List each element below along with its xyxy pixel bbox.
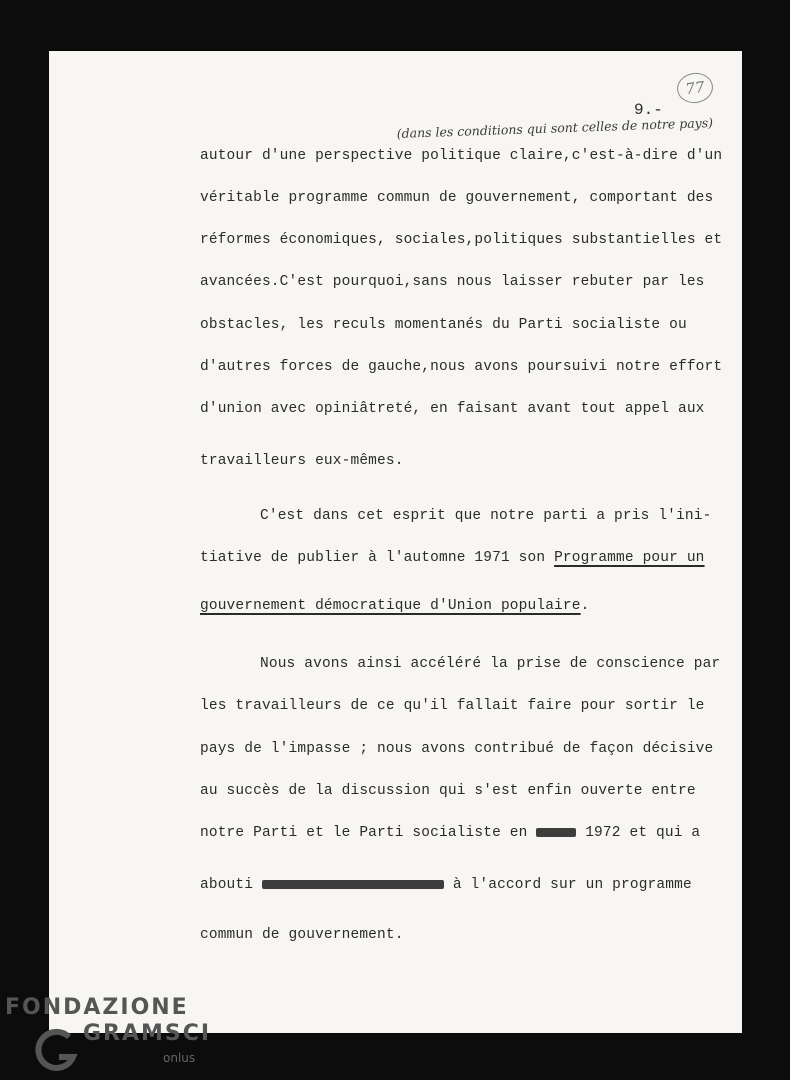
text-line [200,877,692,893]
page-number: 9.- [634,101,663,119]
text-line: d'autres forces de gauche,nous avons poursuivi notre effort [200,359,723,375]
text-line: commun de gouvernement. [200,927,404,943]
logo-g-icon [33,1025,81,1073]
foundation-logo [5,995,212,1075]
text-line [200,598,589,614]
text-line: au succès de la discussion qui s'est enfin ouverte entre [200,783,696,799]
text-line: autour d'une perspective politique claire,c'est-à-dire d'un [200,148,723,164]
text-line: véritable programme commun de gouvernement, comportant des [200,190,714,206]
logo-line2: GRAMSCI [83,1021,212,1046]
text-line: avancées.C'est pourquoi,sans nous laisser rebuter par les [200,274,705,290]
text-line: les travailleurs de ce qu'il fallait faire pour sortir le [200,698,705,714]
text-fragment: notre Parti et le Parti socialiste en [200,825,537,841]
text-fragment: abouti [200,877,262,893]
underlined-title: Programme pour un [554,550,705,566]
text-fragment: . [580,598,590,614]
redaction-mark [262,880,444,889]
redaction-mark [536,828,576,837]
text-line [200,550,705,566]
document-page [49,51,742,1033]
text-fragment: tiative de publier à l'automne 1971 son [200,550,555,566]
underlined-title: gouvernement démocratique d'Union populaire [200,598,581,614]
logo-line1: FONDAZIONE [5,995,189,1020]
text-line: d'union avec opiniâtreté, en faisant avant tout appel aux [200,401,705,417]
text-line: Nous avons ainsi accéléré la prise de conscience par [260,656,721,672]
text-line: travailleurs eux-mêmes. [200,453,404,469]
text-fragment: 1972 et qui a [576,825,701,841]
text-fragment: à l'accord sur un programme [443,877,692,893]
text-line: obstacles, les reculs momentanés du Parti socialiste ou [200,317,687,333]
archive-stamp: 77 [675,71,715,106]
logo-subtitle: onlus [163,1051,196,1065]
text-line [200,825,700,841]
handwritten-annotation: (dans les conditions qui sont celles de notre pays) [396,114,714,141]
text-line: C'est dans cet esprit que notre parti a pris l'ini- [260,508,712,524]
text-line: pays de l'impasse ; nous avons contribué de façon décisive [200,741,714,757]
text-line: réformes économiques, sociales,politiques substantielles et [200,232,723,248]
